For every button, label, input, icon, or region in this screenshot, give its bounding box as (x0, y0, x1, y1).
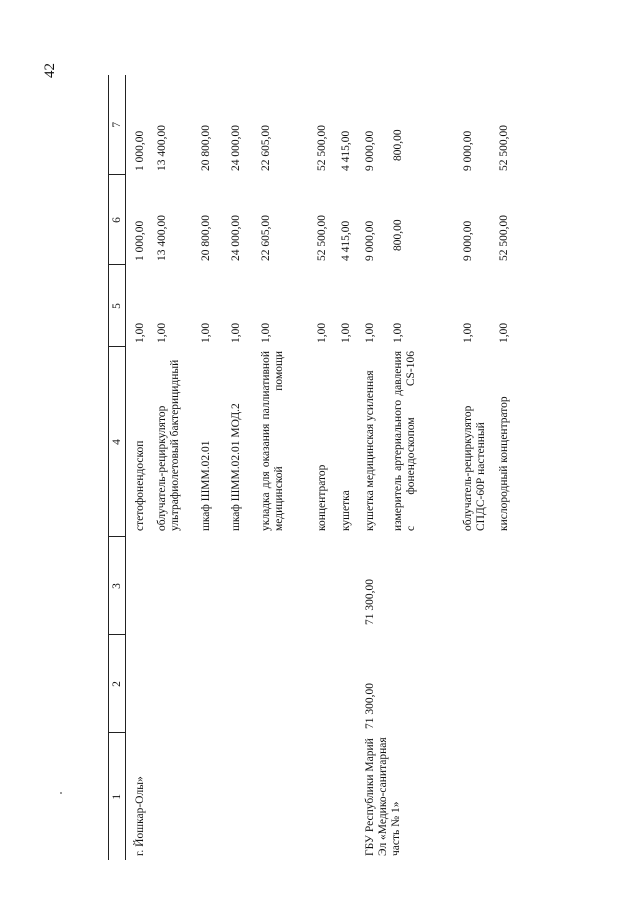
qty-cell: 1,00 (134, 322, 146, 343)
qty-cell: 1,00 (461, 322, 474, 343)
qty-cell: 1,00 (155, 322, 168, 343)
table-row (312, 75, 338, 860)
sum-col2-cell: 71 300,00 (363, 683, 376, 729)
item-name-cell: укладка для оказания паллиативной медицинской помощи (259, 351, 285, 531)
org-name-cell: ГБУ Республики Марий Эл «Медико-санитарная часть № 1» (363, 737, 402, 856)
price-cell: 1 000,00 (134, 220, 146, 261)
header-col-3: 3 (109, 537, 126, 635)
item-name-cell: облучатель-рециркулятор ультрафиолетовый бактерицидный (155, 359, 181, 531)
item-name-cell: шкаф ШММ.02.01 МОД.2 (229, 403, 242, 531)
qty-cell: 1,00 (391, 322, 404, 343)
header-col-2: 2 (109, 635, 126, 733)
table-row (196, 75, 226, 860)
price-cell: 52 500,00 (315, 215, 328, 261)
header-col-7: 7 (109, 75, 126, 175)
item-name-cell: кушетка медицинская усиленная (363, 370, 376, 531)
page-number: 42 (42, 63, 58, 78)
item-name-cell: стетофонендоскоп (134, 440, 146, 531)
sum-cell: 22 605,00 (259, 125, 272, 171)
item-name-cell: облучатель-рециркулятор СПДС-60Р настенный (461, 405, 487, 531)
header-row (109, 75, 126, 860)
equipment-table (108, 75, 524, 860)
item-name-cell: кислородный концентратор (497, 396, 510, 531)
sum-cell: 9 000,00 (363, 130, 376, 171)
table-row (126, 75, 152, 860)
qty-cell: 1,00 (315, 322, 328, 343)
header-col-6: 6 (109, 175, 126, 265)
item-name-cell: кушетка (339, 490, 352, 531)
table-row (152, 75, 196, 860)
item-name-cell: измеритель артериального давления с фонендоскопом CS-106 (391, 351, 417, 531)
sum-cell: 52 500,00 (315, 125, 328, 171)
sum-cell: 9 000,00 (461, 130, 474, 171)
price-cell: 52 500,00 (497, 215, 510, 261)
qty-cell: 1,00 (259, 322, 272, 343)
rotated-table (108, 75, 538, 860)
item-name-cell: шкаф ШММ.02.01 (199, 440, 212, 531)
qty-cell: 1,00 (497, 322, 510, 343)
price-cell: 13 400,00 (155, 215, 168, 261)
sum-cell: 20 800,00 (199, 125, 212, 171)
sum-cell: 52 500,00 (497, 125, 510, 171)
table-row (494, 75, 524, 860)
sum-cell: 1 000,00 (134, 130, 146, 171)
qty-cell: 1,00 (363, 322, 376, 343)
price-cell: 800,00 (391, 219, 404, 251)
sum-cell: 800,00 (391, 129, 404, 161)
sum-cell: 24 000,00 (229, 125, 242, 171)
org-name-cell: г. Йошкар-Олы» (134, 776, 146, 856)
sum-cell: 13 400,00 (155, 125, 168, 171)
qty-cell: 1,00 (199, 322, 212, 343)
table-row (226, 75, 256, 860)
price-cell: 20 800,00 (199, 215, 212, 261)
qty-cell: 1,00 (229, 322, 242, 343)
table-row (338, 75, 360, 860)
price-cell: 4 415,00 (339, 220, 352, 261)
item-name-cell: концентратор (315, 464, 328, 531)
header-col-1: 1 (109, 733, 126, 860)
price-cell: 9 000,00 (363, 220, 376, 261)
sum-col3-cell: 71 300,00 (363, 579, 376, 625)
table-row (360, 75, 390, 860)
header-col-5: 5 (109, 265, 126, 347)
header-col-4: 4 (109, 347, 126, 537)
qty-cell: 1,00 (339, 322, 352, 343)
price-cell: 22 605,00 (259, 215, 272, 261)
price-cell: 9 000,00 (461, 220, 474, 261)
table-row (256, 75, 312, 860)
sum-cell: 4 415,00 (339, 130, 352, 171)
price-cell: 24 000,00 (229, 215, 242, 261)
scan-speck (60, 792, 62, 794)
